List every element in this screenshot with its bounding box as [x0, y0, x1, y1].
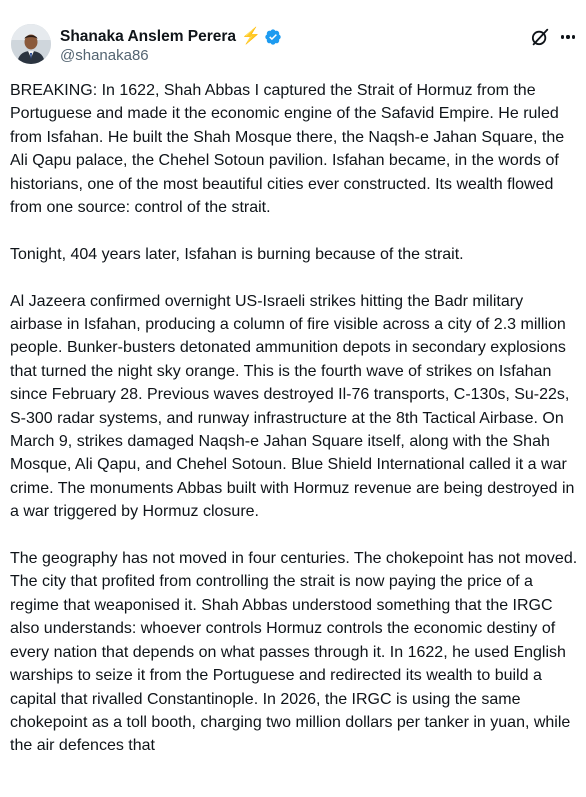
- author-display-name[interactable]: Shanaka Anslem Perera: [60, 28, 237, 45]
- dot: [561, 35, 564, 38]
- verified-badge-icon: [264, 28, 282, 46]
- avatar[interactable]: [11, 24, 51, 64]
- post-paragraph: The geography has not moved in four centuries. The chokepoint has not moved. The city that profited from controlling the strait is now paying the price of a regime that weaponised it. Shah Abbas understood something that the IRGC also understands: whoever controls Hormuz controls the economic destiny of every nation that depends on what passes through it. In 1622, he used English warships to seize it from the Portuguese and redirected its wealth to build a capital that rivalled Constantinople. In 2026, the IRGC is using the same chokepoint as a toll booth, charging two million dollars per tanker in yuan, while the air defences that: [10, 550, 578, 755]
- author-name-row: [60, 26, 282, 48]
- grok-icon[interactable]: [529, 26, 551, 48]
- dot: [566, 35, 569, 38]
- post-paragraph: Tonight, 404 years later, Isfahan is burning because of the strait.: [10, 245, 464, 263]
- post-text: [10, 79, 578, 781]
- dot: [572, 35, 575, 38]
- author-handle[interactable]: @shanaka86: [60, 47, 149, 64]
- post-paragraph: Al Jazeera confirmed overnight US-Israeli strikes hitting the Badr military airbase in Isfahan, producing a column of fire visible across a city of 2.3 million people. Bunker-busters detonated ammunition depots in secondary explosions that turned the night sky orange. This is the fourth wave of strikes on Isfahan since February 28. Previous waves destroyed Il-76 transports, C-130s, Su-22s, S-300 radar systems, and runway infrastructure at the 8th Tactical Airbase. On March 9, strikes damaged Naqsh-e Jahan Square itself, along with the Shah Mosque, Ali Qapu, and Chehel Sotoun. Blue Shield International called it a war crime. The monuments Abbas built with Hormuz revenue are being destroyed in a war triggered by Hormuz closure.: [10, 292, 575, 521]
- post-paragraph: BREAKING: In 1622, Shah Abbas I captured the Strait of Hormuz from the Portuguese and made it the economic engine of the Safavid Empire. He ruled from Isfahan. He built the Shah Mosque there, the Naqsh-e Jahan Square, the Ali Qapu palace, the Chehel Sotoun pavilion. Isfahan became, in the words of historians, one of the most beautiful cities ever constructed. Its wealth flowed from one source: control of the strait.: [10, 82, 565, 217]
- bolt-emoji: ⚡: [241, 28, 261, 45]
- avatar-photo: [11, 24, 51, 64]
- post-header: [0, 0, 586, 78]
- more-options-icon[interactable]: [556, 26, 580, 48]
